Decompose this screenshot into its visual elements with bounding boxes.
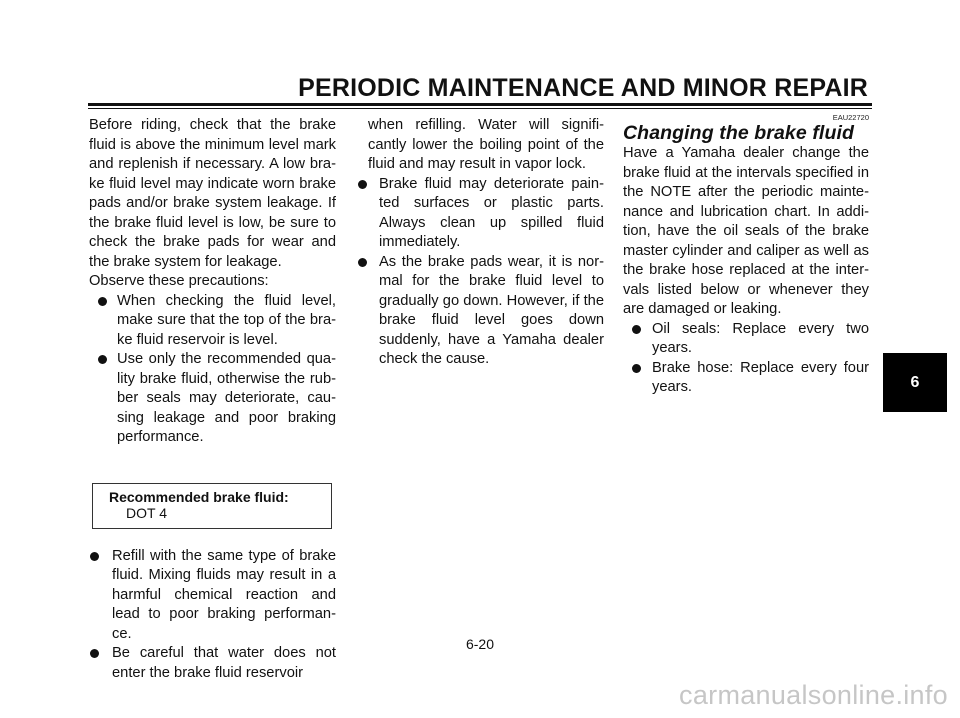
list-item [631, 359, 869, 398]
list-item-text: Use only the recommended qua-lity brake fluid, otherwise the rub-ber seals may deteriorate, cau-sing leakage and poor braking performance. [117, 351, 336, 445]
bullet-icon [98, 355, 107, 364]
list-item [94, 350, 336, 448]
precautions-lead: Observe these precautions: [89, 273, 269, 289]
list-item-text: Refill with the same type of brake fluid. Mixing fluids may result in a harmful chemical reaction and lead to poor braking performan-ce. [112, 547, 336, 642]
list-item [94, 292, 336, 351]
column-2 [357, 116, 604, 370]
list-item-text: Oil seals: Replace every two years. [652, 320, 869, 356]
bullet-icon [632, 325, 641, 334]
column-3 [623, 113, 869, 398]
chapter-tab: 6 [883, 353, 947, 412]
section-heading: Changing the brake fluid [623, 122, 854, 144]
list-item [357, 175, 604, 253]
bullet-icon [358, 180, 367, 189]
column-1 [89, 116, 336, 683]
bullet-icon [90, 552, 99, 561]
bullet-icon [98, 297, 107, 306]
list-item-text: Brake fluid may deteriorate pain-ted surfaces or plastic parts. Always clean up spilled fluid immediately. [379, 175, 604, 250]
bullet-icon [358, 258, 367, 267]
spec-label: Recommended brake fluid: [109, 488, 289, 505]
list-item-text: Brake hose: Replace every four years. [652, 359, 869, 395]
header-rule-thick [88, 103, 872, 106]
list-item [357, 253, 604, 370]
page-number: 6-20 [465, 636, 495, 652]
watermark: carmanualsonline.info [679, 680, 948, 710]
recommended-fluid-box [92, 483, 332, 529]
replacement-list [623, 320, 869, 398]
precautions-list [89, 292, 336, 448]
list-item [631, 320, 869, 359]
fluid-notes-list [357, 175, 604, 370]
section-code: EAU22720 [832, 113, 869, 122]
spec-value: DOT 4 [126, 504, 167, 521]
precautions-list-continued [89, 547, 336, 684]
continuation-paragraph: when refilling. Water will signifi-cantly lower the boiling point of the fluid and may result in vapor lock. [368, 117, 604, 172]
list-item-text: As the brake pads wear, it is nor-mal for the brake fluid level to gradually go down. However, if the brake fluid level goes down suddenly, have a Yamaha dealer check the cause. [379, 253, 604, 367]
list-item [89, 547, 336, 645]
list-item-text: Be careful that water does not enter the brake fluid reservoir [112, 645, 336, 681]
section-body: Have a Yamaha dealer change the brake fluid at the intervals specified in the NOTE after the periodic mainte-nance and lubrication chart. In addi-tion, have the oil seals of the brake master cylinder and caliper as well as the brake hose replaced at the inter-vals listed below or whenever they are damaged or leaking. [623, 145, 869, 317]
intro-paragraph: Before riding, check that the brake fluid is above the minimum level mark and replenish if necessary. A low bra-ke fluid level may indicate worn brake pads and/or brake system leakage. If the brake fluid level is low, be sure to check the brake pads for wear and the brake system for leakage. [89, 117, 336, 270]
list-item-text: When checking the fluid level, make sure that the top of the bra-ke fluid reservoir is level. [117, 292, 336, 348]
page-header-title: PERIODIC MAINTENANCE AND MINOR REPAIR [298, 74, 868, 102]
bullet-icon [632, 364, 641, 373]
header-rule-thin [88, 108, 872, 109]
